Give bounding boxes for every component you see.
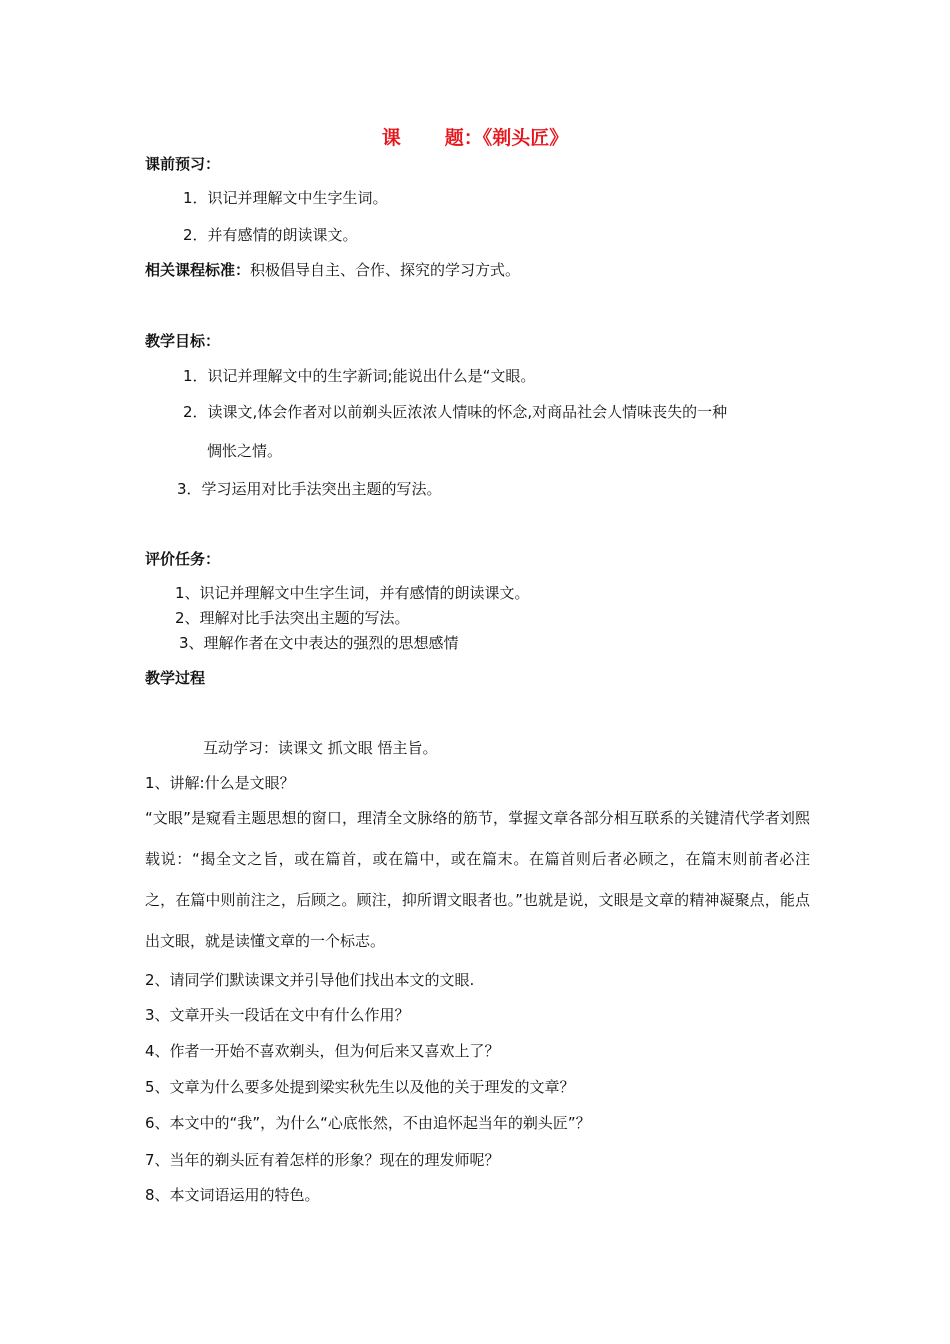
title-right: 题：《剃头匠》	[444, 127, 569, 149]
wenyan-explanation: “文眼”是窥看主题思想的窗口，理清全文脉络的筋节，掌握文章各部分相互联系的关键清代学者刘熙载说：“揭全文之旨，或在篇首，或在篇中，或在篇末。在篇首则后者必顾之，在篇末则前者必注之，在篇中则前注之，后顾之。顾注，抑所谓文眼者也。”也就是说，文眼是文章的精神凝聚点，能点出文眼，就是读懂文章的一个标志。	[145, 809, 810, 950]
question-4: 4、作者一开始不喜欢剃头，但为何后来又喜欢上了？	[145, 1042, 500, 1060]
standard-label: 相关课程标准：	[145, 261, 251, 279]
preview-item-2: 2．并有感情的朗读课文。	[183, 226, 358, 244]
title-left: 课	[381, 127, 401, 149]
question-5: 5、文章为什么要多处提到梁实秋先生以及他的关于理发的文章？	[145, 1078, 575, 1096]
goals-heading: 教学目标：	[145, 332, 221, 350]
goal-item-1: 1．识记并理解文中的生字新词;能说出什么是“文眼。	[183, 367, 536, 385]
page-title	[0, 126, 950, 150]
course-standard	[145, 260, 520, 280]
evaluation-item-3: 3、理解作者在文中表达的强烈的思想感情	[179, 634, 459, 652]
evaluation-heading: 评价任务：	[145, 550, 221, 568]
goal-item-2-line-2: 惆怅之情。	[207, 442, 283, 460]
question-7: 7、当年的剃头匠有着怎样的形象？现在的理发师呢？	[145, 1151, 500, 1169]
preview-heading: 课前预习：	[145, 155, 221, 173]
goal-item-3: 3．学习运用对比手法突出主题的写法。	[177, 480, 442, 498]
preview-item-1: 1．识记并理解文中生字生词。	[183, 189, 388, 207]
question-1: 1、讲解:什么是文眼？	[145, 774, 295, 792]
question-3: 3、文章开头一段话在文中有什么作用？	[145, 1006, 410, 1024]
process-heading: 教学过程	[145, 669, 206, 687]
evaluation-item-1: 1、识记并理解文中生字生词，并有感情的朗读课文。	[175, 584, 530, 602]
evaluation-item-2: 2、理解对比手法突出主题的写法。	[175, 609, 410, 627]
goal-item-2-line-1: 2．读课文,体会作者对以前剃头匠浓浓人情味的怀念,对商品社会人情味丧失的一种	[183, 403, 728, 421]
process-intro: 互动学习：读课文 抓文眼 悟主旨。	[203, 739, 438, 757]
question-2: 2、请同学们默读课文并引导他们找出本文的文眼.	[145, 971, 475, 989]
question-8: 8、本文词语运用的特色。	[145, 1186, 320, 1204]
question-6: 6、本文中的“我”，为什么“心底怅然，不由追怀起当年的剃头匠”？	[145, 1114, 591, 1132]
standard-text: 积极倡导自主、合作、探究的学习方式。	[250, 261, 521, 279]
